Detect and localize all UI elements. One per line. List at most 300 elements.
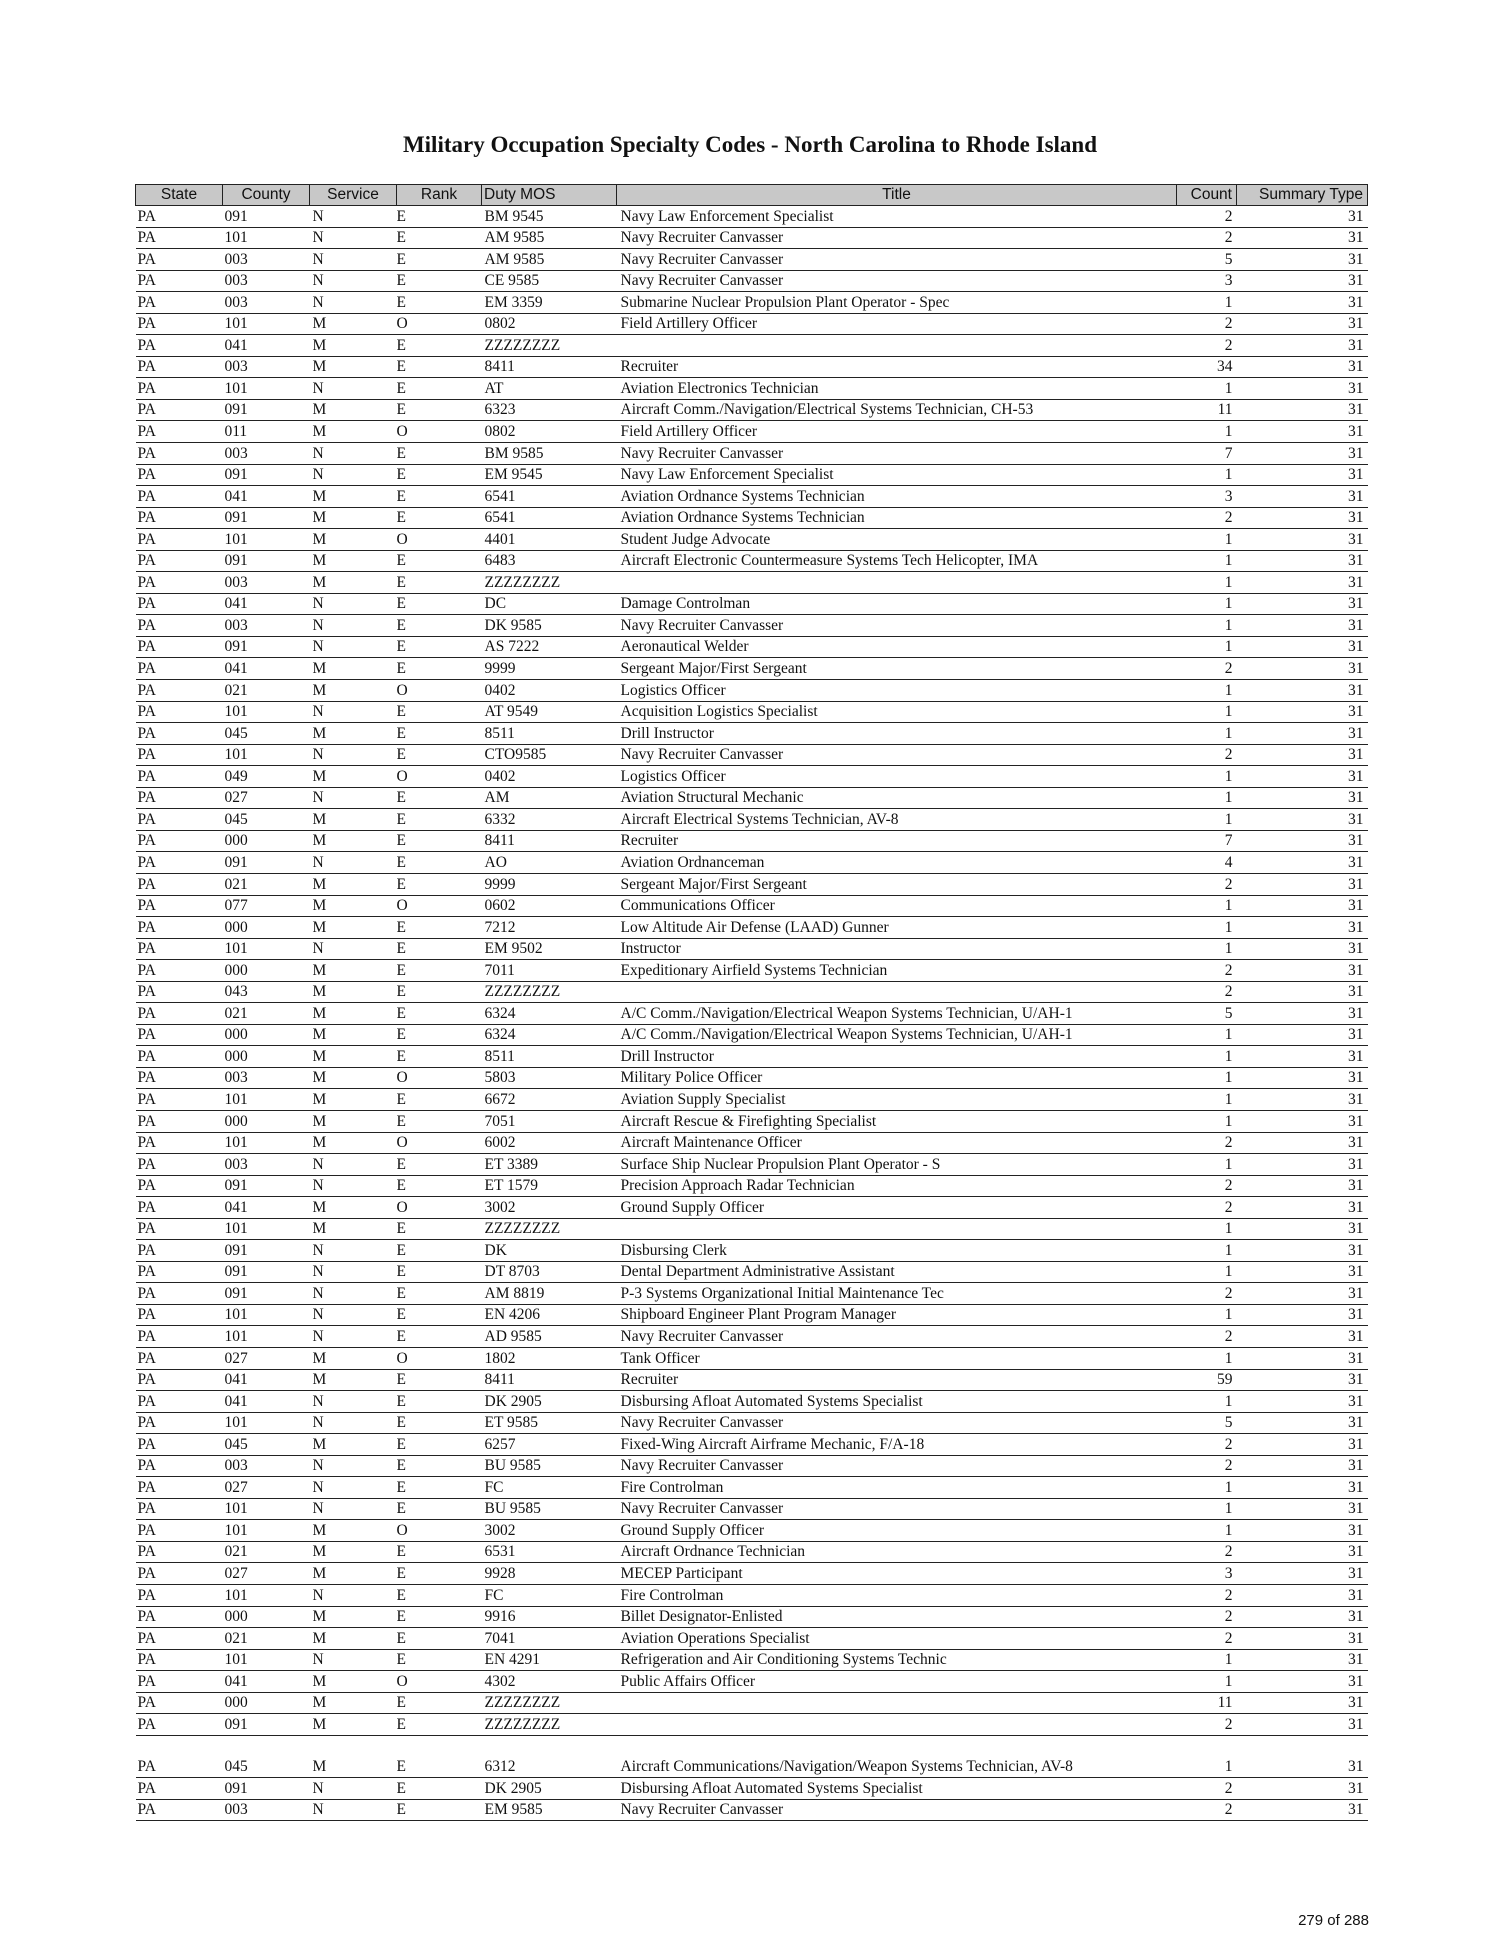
cell-count: 2 [1177, 1628, 1237, 1650]
cell-duty-mos: ZZZZZZZZ [482, 1714, 617, 1736]
cell-county: 091 [223, 507, 310, 529]
cell-title: Drill Instructor [617, 723, 1177, 745]
cell-title: Aviation Ordnance Systems Technician [617, 507, 1177, 529]
cell-county: 091 [223, 1240, 310, 1262]
table-row [136, 529, 1368, 551]
cell-service: N [310, 1778, 397, 1800]
cell-service: M [310, 1541, 397, 1563]
cell-count: 1 [1177, 1498, 1237, 1520]
cell-state: PA [136, 1628, 223, 1650]
table-row [136, 1369, 1368, 1391]
table-row [136, 809, 1368, 831]
cell-rank: E [397, 744, 482, 766]
cell-count: 11 [1177, 399, 1237, 421]
cell-duty-mos: ET 3389 [482, 1154, 617, 1176]
cell-duty-mos: 7011 [482, 960, 617, 982]
cell-summary-type: 31 [1237, 1240, 1368, 1262]
cell-state: PA [136, 1477, 223, 1499]
cell-county: 041 [223, 1391, 310, 1413]
table-row [136, 270, 1368, 292]
cell-summary-type: 31 [1237, 1024, 1368, 1046]
cell-duty-mos: 8411 [482, 1369, 617, 1391]
cell-summary-type: 31 [1237, 1606, 1368, 1628]
cell-service: N [310, 1477, 397, 1499]
cell-summary-type: 31 [1237, 1671, 1368, 1693]
table-row [136, 378, 1368, 400]
cell-count: 1 [1177, 1347, 1237, 1369]
cell-rank: E [397, 830, 482, 852]
cell-duty-mos: 4302 [482, 1671, 617, 1693]
cell-title: Aircraft Electrical Systems Technician, AV-8 [617, 809, 1177, 831]
table-row [136, 766, 1368, 788]
cell-summary-type: 31 [1237, 1154, 1368, 1176]
cell-summary-type: 31 [1237, 680, 1368, 702]
cell-duty-mos: 6312 [482, 1756, 617, 1778]
cell-rank: O [397, 1132, 482, 1154]
cell-county: 091 [223, 1283, 310, 1305]
cell-county: 091 [223, 852, 310, 874]
cell-county: 027 [223, 1347, 310, 1369]
cell-rank: O [397, 680, 482, 702]
cell-service: N [310, 378, 397, 400]
cell-county: 091 [223, 464, 310, 486]
cell-title: Aircraft Maintenance Officer [617, 1132, 1177, 1154]
cell-summary-type: 31 [1237, 1089, 1368, 1111]
cell-state: PA [136, 895, 223, 917]
cell-duty-mos: 6531 [482, 1541, 617, 1563]
cell-duty-mos: 8411 [482, 830, 617, 852]
table-row [136, 464, 1368, 486]
cell-rank: E [397, 1434, 482, 1456]
cell-summary-type: 31 [1237, 1692, 1368, 1714]
cell-summary-type: 31 [1237, 1261, 1368, 1283]
cell-duty-mos: EM 9545 [482, 464, 617, 486]
cell-rank: E [397, 378, 482, 400]
cell-rank: E [397, 1714, 482, 1736]
cell-county: 091 [223, 1778, 310, 1800]
cell-count: 1 [1177, 421, 1237, 443]
table-row [136, 1304, 1368, 1326]
cell-summary-type: 31 [1237, 766, 1368, 788]
cell-rank: E [397, 1455, 482, 1477]
cell-rank: O [397, 766, 482, 788]
cell-count: 1 [1177, 1154, 1237, 1176]
cell-county: 000 [223, 917, 310, 939]
cell-state: PA [136, 1024, 223, 1046]
table-row [136, 1089, 1368, 1111]
cell-service: M [310, 572, 397, 594]
cell-title: Navy Law Enforcement Specialist [617, 206, 1177, 228]
cell-rank: E [397, 938, 482, 960]
cell-title: Aircraft Comm./Navigation/Electrical Systems Technician, CH-53 [617, 399, 1177, 421]
cell-title: Navy Recruiter Canvasser [617, 249, 1177, 271]
cell-state: PA [136, 1520, 223, 1542]
cell-summary-type: 31 [1237, 593, 1368, 615]
cell-service: N [310, 227, 397, 249]
cell-county: 027 [223, 1563, 310, 1585]
cell-count: 1 [1177, 572, 1237, 594]
cell-count: 2 [1177, 1175, 1237, 1197]
cell-count: 1 [1177, 809, 1237, 831]
cell-count: 2 [1177, 1132, 1237, 1154]
cell-service: M [310, 399, 397, 421]
cell-rank: E [397, 615, 482, 637]
cell-state: PA [136, 1412, 223, 1434]
cell-duty-mos: AM 8819 [482, 1283, 617, 1305]
cell-summary-type: 31 [1237, 249, 1368, 271]
cell-count: 3 [1177, 270, 1237, 292]
cell-title: Navy Recruiter Canvasser [617, 1799, 1177, 1821]
cell-county: 091 [223, 1175, 310, 1197]
cell-count: 2 [1177, 206, 1237, 228]
cell-county: 101 [223, 313, 310, 335]
cell-county: 041 [223, 658, 310, 680]
cell-summary-type: 31 [1237, 1541, 1368, 1563]
cell-count: 1 [1177, 938, 1237, 960]
row-spacer [136, 1735, 1368, 1756]
cell-state: PA [136, 593, 223, 615]
cell-summary-type: 31 [1237, 1563, 1368, 1585]
cell-count: 1 [1177, 787, 1237, 809]
cell-count: 2 [1177, 335, 1237, 357]
cell-state: PA [136, 1692, 223, 1714]
cell-title: Precision Approach Radar Technician [617, 1175, 1177, 1197]
cell-rank: E [397, 1541, 482, 1563]
cell-state: PA [136, 1089, 223, 1111]
cell-title: Surface Ship Nuclear Propulsion Plant Operator - S [617, 1154, 1177, 1176]
cell-rank: E [397, 335, 482, 357]
cell-summary-type: 31 [1237, 1498, 1368, 1520]
cell-duty-mos: 1802 [482, 1347, 617, 1369]
cell-rank: E [397, 1261, 482, 1283]
cell-count: 1 [1177, 1304, 1237, 1326]
page-title: Military Occupation Specialty Codes - North Carolina to Rhode Island [402, 132, 1098, 157]
cell-county: 000 [223, 1024, 310, 1046]
cell-state: PA [136, 249, 223, 271]
cell-duty-mos: AS 7222 [482, 636, 617, 658]
cell-duty-mos: AT 9549 [482, 701, 617, 723]
cell-count: 1 [1177, 636, 1237, 658]
cell-title: Sergeant Major/First Sergeant [617, 658, 1177, 680]
cell-rank: E [397, 1175, 482, 1197]
table-row [136, 723, 1368, 745]
cell-state: PA [136, 292, 223, 314]
cell-title: Navy Recruiter Canvasser [617, 227, 1177, 249]
cell-service: M [310, 1089, 397, 1111]
cell-summary-type: 31 [1237, 1520, 1368, 1542]
cell-count: 2 [1177, 1778, 1237, 1800]
cell-summary-type: 31 [1237, 895, 1368, 917]
cell-county: 045 [223, 1756, 310, 1778]
cell-summary-type: 31 [1237, 1283, 1368, 1305]
cell-summary-type: 31 [1237, 443, 1368, 465]
cell-rank: E [397, 1003, 482, 1025]
cell-service: N [310, 464, 397, 486]
cell-state: PA [136, 1347, 223, 1369]
cell-service: M [310, 1434, 397, 1456]
table-row [136, 1154, 1368, 1176]
cell-count: 2 [1177, 1541, 1237, 1563]
table-row [136, 550, 1368, 572]
cell-title: Navy Recruiter Canvasser [617, 270, 1177, 292]
cell-service: N [310, 1304, 397, 1326]
cell-service: N [310, 1154, 397, 1176]
cell-service: N [310, 1799, 397, 1821]
cell-service: M [310, 1369, 397, 1391]
cell-service: M [310, 1606, 397, 1628]
table-row [136, 1434, 1368, 1456]
cell-title: Navy Recruiter Canvasser [617, 1455, 1177, 1477]
cell-rank: O [397, 313, 482, 335]
table-row [136, 1541, 1368, 1563]
cell-state: PA [136, 615, 223, 637]
cell-count: 1 [1177, 1477, 1237, 1499]
header-duty-mos: Duty MOS [482, 185, 617, 206]
table-row [136, 1046, 1368, 1068]
cell-title: Dental Department Administrative Assistant [617, 1261, 1177, 1283]
cell-summary-type: 31 [1237, 1455, 1368, 1477]
cell-service: M [310, 1692, 397, 1714]
cell-service: M [310, 981, 397, 1003]
cell-title: Recruiter [617, 830, 1177, 852]
cell-county: 101 [223, 1304, 310, 1326]
cell-summary-type: 31 [1237, 1175, 1368, 1197]
cell-state: PA [136, 270, 223, 292]
cell-count: 2 [1177, 1326, 1237, 1348]
cell-county: 101 [223, 1412, 310, 1434]
cell-county: 045 [223, 1434, 310, 1456]
cell-state: PA [136, 1110, 223, 1132]
cell-county: 041 [223, 593, 310, 615]
cell-summary-type: 31 [1237, 572, 1368, 594]
cell-count: 34 [1177, 356, 1237, 378]
cell-county: 101 [223, 938, 310, 960]
cell-duty-mos: DC [482, 593, 617, 615]
table-row [136, 873, 1368, 895]
cell-county: 091 [223, 399, 310, 421]
cell-summary-type: 31 [1237, 787, 1368, 809]
table-row [136, 917, 1368, 939]
cell-duty-mos: 6483 [482, 550, 617, 572]
table-row [136, 1520, 1368, 1542]
cell-service: M [310, 917, 397, 939]
table-row [136, 399, 1368, 421]
table-row [136, 658, 1368, 680]
header-title: Title [617, 185, 1177, 206]
cell-duty-mos: BU 9585 [482, 1455, 617, 1477]
table-row [136, 895, 1368, 917]
cell-duty-mos: 0602 [482, 895, 617, 917]
cell-duty-mos: BM 9585 [482, 443, 617, 465]
cell-service: M [310, 1046, 397, 1068]
cell-state: PA [136, 787, 223, 809]
cell-duty-mos: 3002 [482, 1520, 617, 1542]
cell-title: Aircraft Ordnance Technician [617, 1541, 1177, 1563]
cell-count: 1 [1177, 1671, 1237, 1693]
cell-duty-mos: 0402 [482, 680, 617, 702]
cell-county: 101 [223, 529, 310, 551]
table-row [136, 1132, 1368, 1154]
cell-title: Field Artillery Officer [617, 313, 1177, 335]
cell-summary-type: 31 [1237, 938, 1368, 960]
cell-service: M [310, 1347, 397, 1369]
cell-summary-type: 31 [1237, 852, 1368, 874]
cell-duty-mos: 6323 [482, 399, 617, 421]
cell-count: 1 [1177, 701, 1237, 723]
cell-count: 1 [1177, 1110, 1237, 1132]
cell-count: 1 [1177, 593, 1237, 615]
cell-county: 000 [223, 1046, 310, 1068]
cell-summary-type: 31 [1237, 1778, 1368, 1800]
cell-service: N [310, 701, 397, 723]
cell-summary-type: 31 [1237, 1110, 1368, 1132]
cell-title [617, 981, 1177, 1003]
table-row [136, 787, 1368, 809]
table-row [136, 443, 1368, 465]
cell-summary-type: 31 [1237, 917, 1368, 939]
cell-duty-mos: 3002 [482, 1197, 617, 1219]
cell-duty-mos: 6332 [482, 809, 617, 831]
cell-service: N [310, 1175, 397, 1197]
cell-duty-mos: ET 9585 [482, 1412, 617, 1434]
cell-rank: E [397, 572, 482, 594]
cell-state: PA [136, 1585, 223, 1607]
table-row [136, 1240, 1368, 1262]
cell-duty-mos: 5803 [482, 1067, 617, 1089]
cell-rank: E [397, 1391, 482, 1413]
cell-summary-type: 31 [1237, 1347, 1368, 1369]
header-service: Service [310, 185, 397, 206]
cell-count: 5 [1177, 1412, 1237, 1434]
cell-rank: E [397, 464, 482, 486]
table-row [136, 1412, 1368, 1434]
cell-county: 021 [223, 1003, 310, 1025]
cell-count: 1 [1177, 1024, 1237, 1046]
table-row [136, 1714, 1368, 1736]
cell-county: 101 [223, 1326, 310, 1348]
cell-duty-mos: 6324 [482, 1003, 617, 1025]
cell-county: 021 [223, 873, 310, 895]
cell-summary-type: 31 [1237, 636, 1368, 658]
table-row [136, 292, 1368, 314]
cell-state: PA [136, 1175, 223, 1197]
cell-count: 1 [1177, 550, 1237, 572]
cell-count: 2 [1177, 1799, 1237, 1821]
cell-summary-type: 31 [1237, 421, 1368, 443]
cell-county: 091 [223, 550, 310, 572]
cell-rank: E [397, 1606, 482, 1628]
cell-summary-type: 31 [1237, 723, 1368, 745]
cell-state: PA [136, 1003, 223, 1025]
table-row [136, 1692, 1368, 1714]
cell-duty-mos: 8511 [482, 1046, 617, 1068]
cell-title: Instructor [617, 938, 1177, 960]
cell-summary-type: 31 [1237, 1628, 1368, 1650]
table-row [136, 1110, 1368, 1132]
table-row [136, 981, 1368, 1003]
cell-service: M [310, 1067, 397, 1089]
cell-county: 003 [223, 1067, 310, 1089]
cell-rank: O [397, 421, 482, 443]
cell-summary-type: 31 [1237, 1003, 1368, 1025]
cell-state: PA [136, 1132, 223, 1154]
cell-summary-type: 31 [1237, 981, 1368, 1003]
cell-count: 2 [1177, 873, 1237, 895]
cell-duty-mos: DK 2905 [482, 1391, 617, 1413]
table-row [136, 852, 1368, 874]
cell-count: 4 [1177, 852, 1237, 874]
cell-county: 003 [223, 1154, 310, 1176]
cell-rank: O [397, 1197, 482, 1219]
cell-count: 3 [1177, 486, 1237, 508]
cell-title: Military Police Officer [617, 1067, 1177, 1089]
cell-summary-type: 31 [1237, 1649, 1368, 1671]
cell-summary-type: 31 [1237, 1756, 1368, 1778]
cell-county: 041 [223, 335, 310, 357]
cell-count: 1 [1177, 723, 1237, 745]
cell-rank: E [397, 1046, 482, 1068]
cell-service: N [310, 443, 397, 465]
cell-service: M [310, 1714, 397, 1736]
cell-rank: E [397, 981, 482, 1003]
cell-title: Field Artillery Officer [617, 421, 1177, 443]
cell-summary-type: 31 [1237, 356, 1368, 378]
cell-title: Recruiter [617, 356, 1177, 378]
cell-county: 041 [223, 486, 310, 508]
cell-county: 091 [223, 1714, 310, 1736]
cell-count: 1 [1177, 766, 1237, 788]
cell-rank: O [397, 895, 482, 917]
table-row [136, 1218, 1368, 1240]
cell-title: Submarine Nuclear Propulsion Plant Operator - Spec [617, 292, 1177, 314]
cell-duty-mos: 4401 [482, 529, 617, 551]
table-row [136, 701, 1368, 723]
cell-title: Low Altitude Air Defense (LAAD) Gunner [617, 917, 1177, 939]
cell-title: Aircraft Communications/Navigation/Weapon Systems Technician, AV-8 [617, 1756, 1177, 1778]
cell-state: PA [136, 1283, 223, 1305]
cell-count: 5 [1177, 1003, 1237, 1025]
cell-rank: E [397, 873, 482, 895]
cell-title [617, 1692, 1177, 1714]
table-row [136, 1197, 1368, 1219]
cell-count: 1 [1177, 292, 1237, 314]
cell-duty-mos: 0802 [482, 421, 617, 443]
cell-state: PA [136, 809, 223, 831]
table-row [136, 313, 1368, 335]
cell-duty-mos: 6672 [482, 1089, 617, 1111]
cell-service: M [310, 1218, 397, 1240]
cell-rank: O [397, 1067, 482, 1089]
cell-state: PA [136, 636, 223, 658]
cell-title [617, 1714, 1177, 1736]
cell-title: Aviation Ordnance Systems Technician [617, 486, 1177, 508]
cell-service: M [310, 680, 397, 702]
cell-state: PA [136, 1778, 223, 1800]
cell-service: N [310, 206, 397, 228]
table-row [136, 1477, 1368, 1499]
cell-duty-mos: AT [482, 378, 617, 400]
table-row [136, 1606, 1368, 1628]
cell-title: Logistics Officer [617, 680, 1177, 702]
cell-count: 2 [1177, 227, 1237, 249]
header-county: County [223, 185, 310, 206]
cell-duty-mos: DT 8703 [482, 1261, 617, 1283]
cell-state: PA [136, 1799, 223, 1821]
cell-duty-mos: ZZZZZZZZ [482, 1218, 617, 1240]
cell-state: PA [136, 1498, 223, 1520]
cell-duty-mos: DK 2905 [482, 1778, 617, 1800]
cell-state: PA [136, 335, 223, 357]
